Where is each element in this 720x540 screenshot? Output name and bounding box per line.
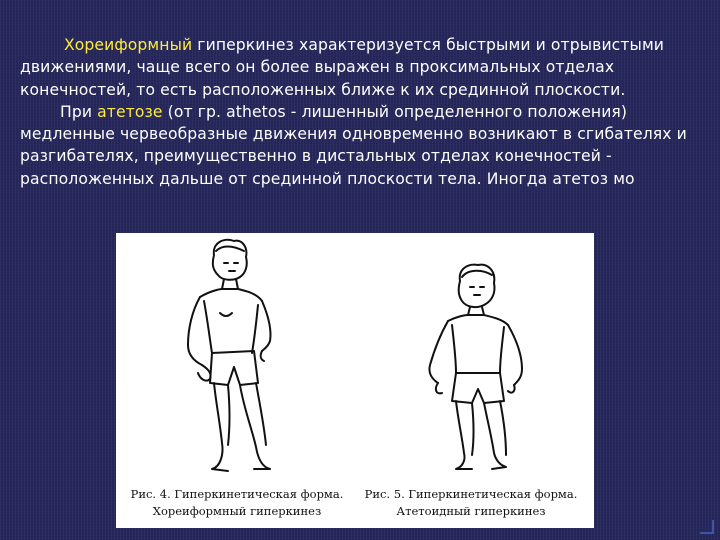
caption-choreiform (122, 486, 352, 520)
athetoid-boy-drawing (429, 265, 522, 469)
term-choreiform: Хореиформный (64, 36, 193, 54)
boys-illustration (116, 233, 594, 483)
paragraph-choreiform-text: гиперкинез характеризуется быстрыми и отрывистыми движениями, чаще всего он более выражен в проксимальных отделах конечностей, то есть расположенных ближе к их срединной плоскости. (20, 36, 665, 99)
paragraph-athetosis-prefix: При (60, 102, 98, 121)
figure-illustration (116, 233, 594, 528)
caption-athetoid-line1: Рис. 5. Гиперкинетическая форма. (364, 487, 578, 501)
choreiform-boy-drawing (188, 240, 271, 471)
paragraph-athetosis (20, 101, 710, 190)
caption-athetoid (356, 486, 586, 520)
body-text (20, 34, 710, 190)
caption-choreiform-line1: Рис. 4. Гиперкинетическая форма. (130, 487, 344, 501)
caption-choreiform-line2: Хореиформный гиперкинез (152, 504, 322, 518)
term-athetosis: атетозе (97, 102, 163, 121)
caption-athetoid-line2: Атетоидный гиперкинез (396, 504, 546, 518)
paragraph-athetosis-text: (от гр. athetos - лишенный определенного положения) медленные червеобразные движения одновременно возникают в сгибателях и разгибателях, преимущественно в дистальных отделах конечностей - расположенных дальше от срединной плоскости тела. Иногда атетоз мо (20, 102, 687, 188)
corner-accent (700, 520, 714, 534)
paragraph-choreiform (20, 34, 710, 101)
